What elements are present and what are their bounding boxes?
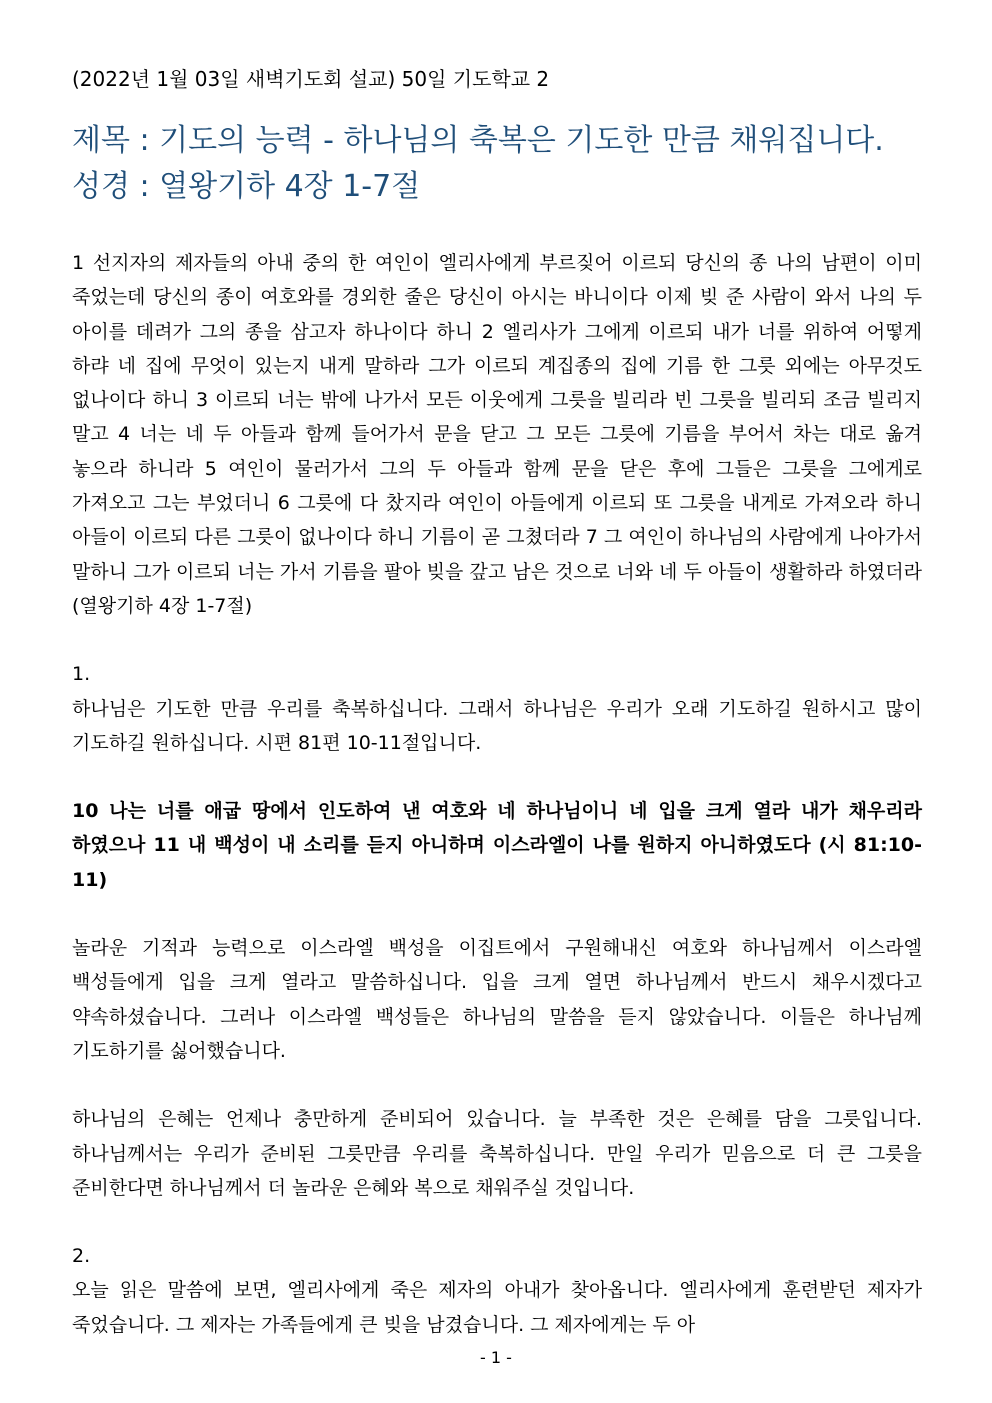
- paragraph-4: 오늘 읽은 말씀에 보면, 엘리사에게 죽은 제자의 아내가 찾아옵니다. 엘리사에게 훈련받던 제자가 죽었습니다. 그 제자는 가족들에게 큰 빚을 남겼습니다. 그 제자에게는 두 아: [72, 1279, 922, 1336]
- scripture-text: 1 선지자의 제자들의 아내 중의 한 여인이 엘리사에게 부르짖어 이르되 당신의 종 나의 남편이 이미 죽었는데 당신의 종이 여호와를 경외한 줄은 당신이 아시는 바니이다 이제 빚 준 사람이 와서 나의 두 아이를 데려가 그의 종을 삼고자 하나이다 하니 2 엘리사가 그에게 이르되 내가 너를 위하여 어떻게 하랴 네 집에 무엇이 있는지 내게 말하라 그가 이르되 계집종의 집에 기름 한 그릇 외에는 아무것도 없나이다 하니 3 이르되 너는 밖에 나가서 모든 이웃에게 그릇을 빌리라 빈 그릇을 빌리되 조금 빌리지 말고 4 너는 네 두 아들과 함께 들어가서 문을 닫고 그 모든 그릇에 기름을 부어서 차는 대로 옮겨 놓으라 하니라 5 여인이 물러가서 그의 두 아들과 함께 문을 닫은 후에 그들은 그릇을 그에게로 가져오고 그는 부었더니 6 그릇에 다 찼지라 여인이 아들에게 이르되 또 그릇을 내게로 가져오라 하니 아들이 이르되 다른 그릇이 없나이다 하니 기름이 곧 그쳤더라 7 그 여인이 하나님의 사람에게 나아가서 말하니 그가 이르되 너는 가서 기름을 팔아 빚을 갚고 남은 것으로 너와 네 두 아들이 생활하라 하였더라 (열왕기하 4장 1-7절): [72, 252, 922, 617]
- section1-paragraph: 하나님은 기도한 만큼 우리를 축복하십니다. 그래서 하나님은 우리가 오래 기도하길 원하시고 많이 기도하길 원하십니다. 시편 81편 10-11절입니다.: [72, 697, 922, 754]
- paragraph-3: 하나님의 은혜는 언제나 충만하게 준비되어 있습니다. 늘 부족한 것은 은혜를 담을 그릇입니다. 하나님께서는 우리가 준비된 그릇만큼 우리를 축복하십니다. 만일 우리가 믿음으로 더 큰 그릇을 준비한다면 하나님께서 더 놀라운 은혜와 복으로 채워주실 것입니다.: [72, 1108, 922, 1199]
- scripture-reference: 성경 : 열왕기하 4장 1-7절: [72, 169, 421, 204]
- document-page: [72, 62, 922, 1342]
- spacer: [72, 760, 922, 794]
- spacer: [72, 623, 922, 657]
- page-number: - 1 -: [480, 1348, 512, 1367]
- paragraph-2: 놀라운 기적과 능력으로 이스라엘 백성을 이집트에서 구원해내신 여호와 하나님께서 이스라엘 백성들에게 입을 크게 열라고 말씀하십니다. 입을 크게 열면 하나님께서 반드시 채우시겠다고 약속하셨습니다. 그러나 이스라엘 백성들은 하나님의 말씀을 듣지 않았습니다. 이들은 하나님께 기도하기를 싫어했습니다.: [72, 937, 922, 1062]
- section-number-2: 2.: [72, 1245, 91, 1268]
- psalm-quote: 10 나는 너를 애굽 땅에서 인도하여 낸 여호와 네 하나님이니 네 입을 크게 열라 내가 채우리라 하였으나 11 내 백성이 내 소리를 듣지 아니하며 이스라엘이 나를 원하지 아니하였도다 (시 81:10-11): [72, 800, 922, 891]
- sermon-title: 제목 : 기도의 능력 - 하나님의 축복은 기도한 만큼 채워집니다.: [72, 123, 884, 158]
- sermon-header: (2022년 1월 03일 새벽기도회 설교) 50일 기도학교 2: [72, 67, 550, 91]
- spacer: [72, 1068, 922, 1102]
- spacer: [72, 1205, 922, 1239]
- title-block: [72, 118, 922, 210]
- section-number-1: 1.: [72, 663, 91, 686]
- spacer: [72, 897, 922, 931]
